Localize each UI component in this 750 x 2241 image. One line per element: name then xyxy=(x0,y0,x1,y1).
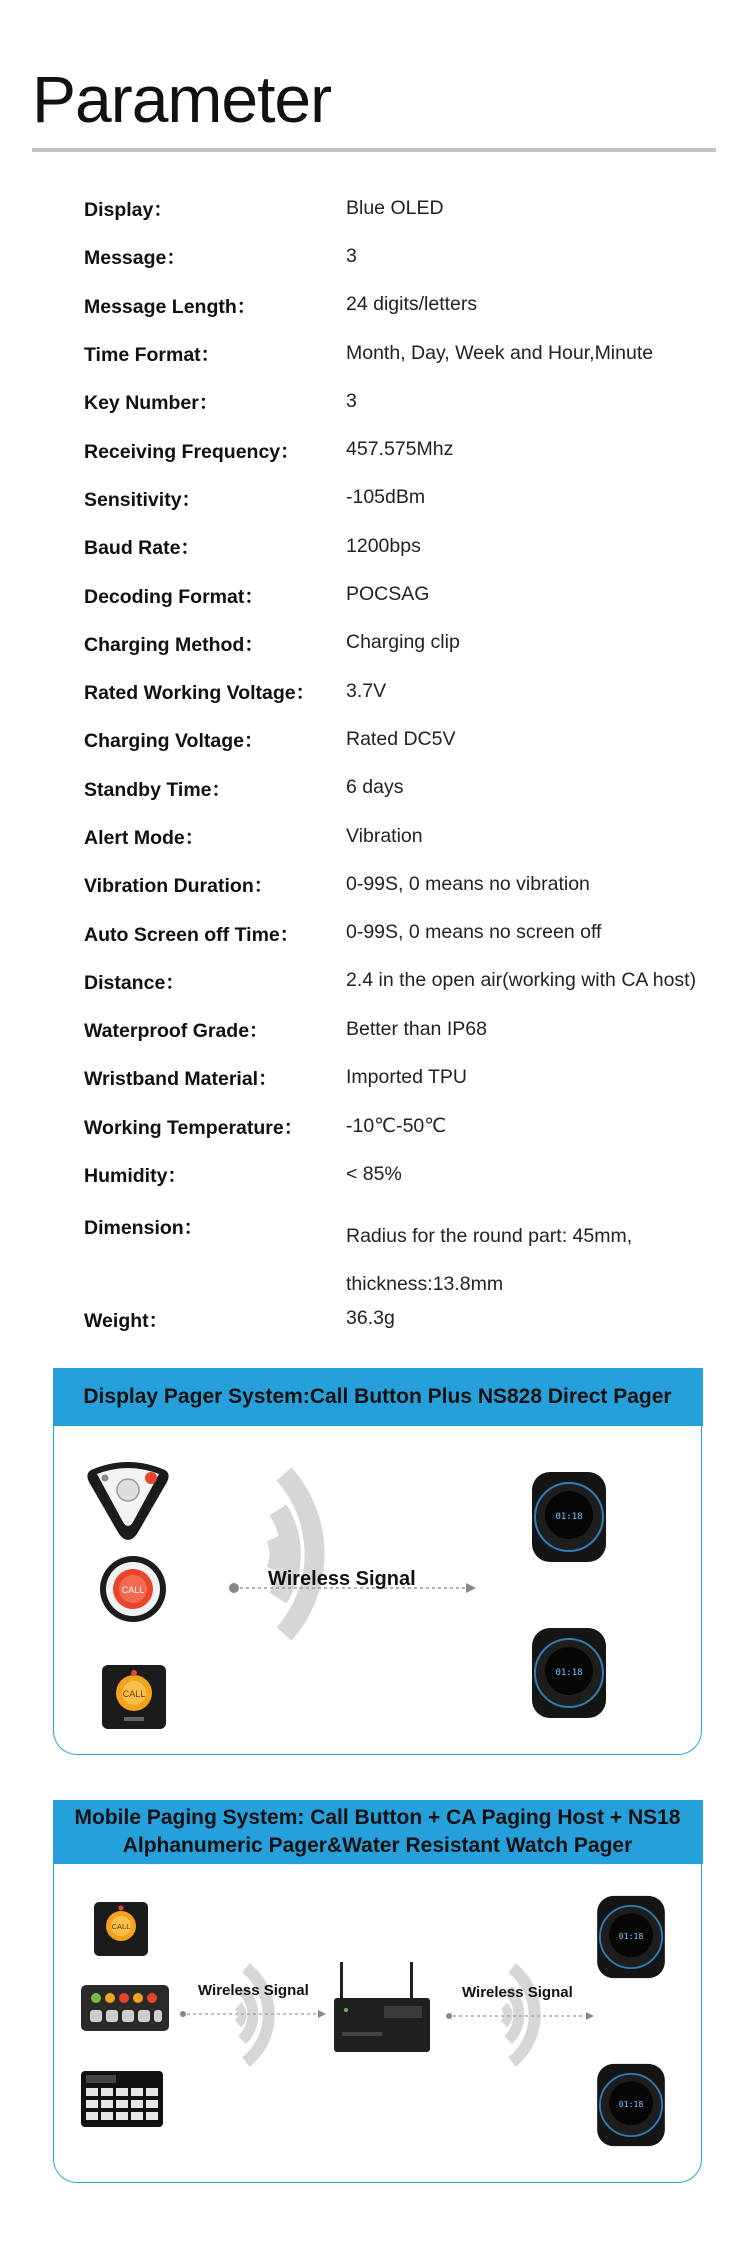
param-label: Charging Method： xyxy=(84,633,264,656)
param-row xyxy=(84,1150,724,1198)
svg-text:01:18: 01:18 xyxy=(618,2098,644,2109)
param-label: Auto Screen off Time： xyxy=(84,923,300,946)
param-row xyxy=(84,329,724,377)
param-value: 6 days xyxy=(346,776,404,799)
param-row xyxy=(84,715,724,763)
param-label: Decoding Format： xyxy=(84,585,264,608)
page-title: Parameter xyxy=(32,62,332,136)
param-row xyxy=(84,1053,724,1101)
parameter-list xyxy=(84,184,724,1343)
param-label: Charging Voltage： xyxy=(84,730,264,753)
param-row xyxy=(84,667,724,715)
param-label: Sensitivity： xyxy=(84,488,202,511)
param-label: Humidity： xyxy=(84,1165,187,1188)
param-value: Charging clip xyxy=(346,631,460,654)
round-call-button-icon xyxy=(98,1554,168,1624)
param-label: Weight： xyxy=(84,1309,169,1332)
watch-pager-icon xyxy=(522,1624,616,1722)
param-value: < 85% xyxy=(346,1162,402,1185)
panel-title xyxy=(53,1800,703,1864)
param-value: 3.7V xyxy=(346,679,387,702)
param-label: Standby Time： xyxy=(84,778,232,801)
param-value: -10℃-50℃ xyxy=(346,1114,447,1137)
watch-pager-icon xyxy=(588,1892,674,1982)
param-row xyxy=(84,1005,724,1053)
param-label: Vibration Duration： xyxy=(84,875,274,898)
param-label: Dimension： xyxy=(84,1217,204,1240)
param-row xyxy=(84,474,724,522)
param-row xyxy=(84,184,724,232)
param-value: Vibration xyxy=(346,824,423,847)
param-value: -105dBm xyxy=(346,486,426,509)
param-row xyxy=(84,232,724,280)
paging-host-icon xyxy=(332,1958,432,2058)
param-value: 3 xyxy=(346,244,357,267)
param-label: Working Temperature： xyxy=(84,1116,304,1139)
param-label: Message： xyxy=(84,247,186,270)
wireless-signal-label: Wireless Signal xyxy=(268,1568,416,1590)
param-row xyxy=(84,281,724,329)
param-row xyxy=(84,377,724,425)
param-row xyxy=(84,764,724,812)
param-value-line1: Radius for the round part: 45mm, xyxy=(346,1225,633,1248)
param-row xyxy=(84,1198,724,1295)
signal-arrow-icon xyxy=(444,2010,596,2022)
panel-title-line2: Alphanumeric Pager&Water Resistant Watch Pager xyxy=(122,1834,633,1857)
keypad-transmitter-icon xyxy=(80,2070,164,2128)
teardrop-call-button-icon xyxy=(83,1460,173,1542)
watch-pager-icon xyxy=(588,2060,674,2150)
param-row xyxy=(84,522,724,570)
param-label: Waterproof Grade： xyxy=(84,1020,269,1043)
param-row xyxy=(84,619,724,667)
param-value-line2: thickness:13.8mm xyxy=(346,1273,504,1296)
multi-key-transmitter-icon xyxy=(80,1984,170,2032)
param-value: Better than IP68 xyxy=(346,1017,487,1040)
param-label: Receiving Frequency： xyxy=(84,440,300,463)
param-row xyxy=(84,1102,724,1150)
param-row xyxy=(84,425,724,473)
param-value: 0-99S, 0 means no screen off xyxy=(346,921,602,944)
param-value: Month, Day, Week and Hour,Minute xyxy=(346,341,654,364)
signal-arrow-icon xyxy=(178,2008,328,2020)
param-row xyxy=(84,860,724,908)
param-label: Distance： xyxy=(84,971,185,994)
param-value: 24 digits/letters xyxy=(346,293,478,316)
square-call-button-icon xyxy=(92,1900,150,1958)
param-row xyxy=(84,957,724,1005)
param-label: Key Number： xyxy=(84,392,219,415)
param-value: 3 xyxy=(346,389,357,412)
param-label: Baud Rate： xyxy=(84,537,200,560)
svg-text:CALL: CALL xyxy=(122,1689,146,1699)
svg-text:01:18: 01:18 xyxy=(618,1930,644,1941)
param-value: 0-99S, 0 means no vibration xyxy=(346,872,590,895)
param-value: 36.3g xyxy=(346,1307,395,1330)
wireless-waves-icon xyxy=(222,1434,452,1664)
param-label: Message Length： xyxy=(84,295,257,318)
param-value: 1200bps xyxy=(346,534,421,557)
title-divider xyxy=(32,148,716,152)
param-label: Wristband Material： xyxy=(84,1068,278,1091)
param-label: Rated Working Voltage： xyxy=(84,682,316,705)
param-value: 2.4 in the open air(working with CA host) xyxy=(346,969,697,992)
param-value: Blue OLED xyxy=(346,196,444,219)
svg-text:CALL: CALL xyxy=(111,1922,131,1931)
panel-title-line1: Mobile Paging System: Call Button + CA Paging Host + NS18 xyxy=(74,1806,681,1829)
display-pager-system-panel xyxy=(53,1368,702,1755)
param-row xyxy=(84,812,724,860)
param-value: POCSAG xyxy=(346,583,430,606)
wireless-signal-label-left: Wireless Signal xyxy=(198,1982,309,1999)
mobile-paging-system-panel xyxy=(53,1800,702,2183)
param-value xyxy=(346,1198,632,1308)
call-text: CALL xyxy=(121,1585,145,1595)
param-value: Rated DC5V xyxy=(346,727,456,750)
param-label: Time Format： xyxy=(84,344,221,367)
panel-title: Display Pager System:Call Button Plus NS828 Direct Pager xyxy=(53,1368,703,1426)
wireless-signal-label-right: Wireless Signal xyxy=(462,1984,573,2001)
param-row xyxy=(84,570,724,618)
param-label: Display： xyxy=(84,199,173,222)
watch-pager-icon xyxy=(522,1468,616,1566)
param-label: Alert Mode： xyxy=(84,827,205,849)
svg-text:01:18: 01:18 xyxy=(555,1668,583,1678)
param-value: Imported TPU xyxy=(346,1065,468,1088)
param-row xyxy=(84,908,724,956)
square-call-button-icon xyxy=(100,1663,168,1731)
param-value: 457.575Mhz xyxy=(346,438,454,461)
svg-text:01:18: 01:18 xyxy=(555,1512,583,1522)
